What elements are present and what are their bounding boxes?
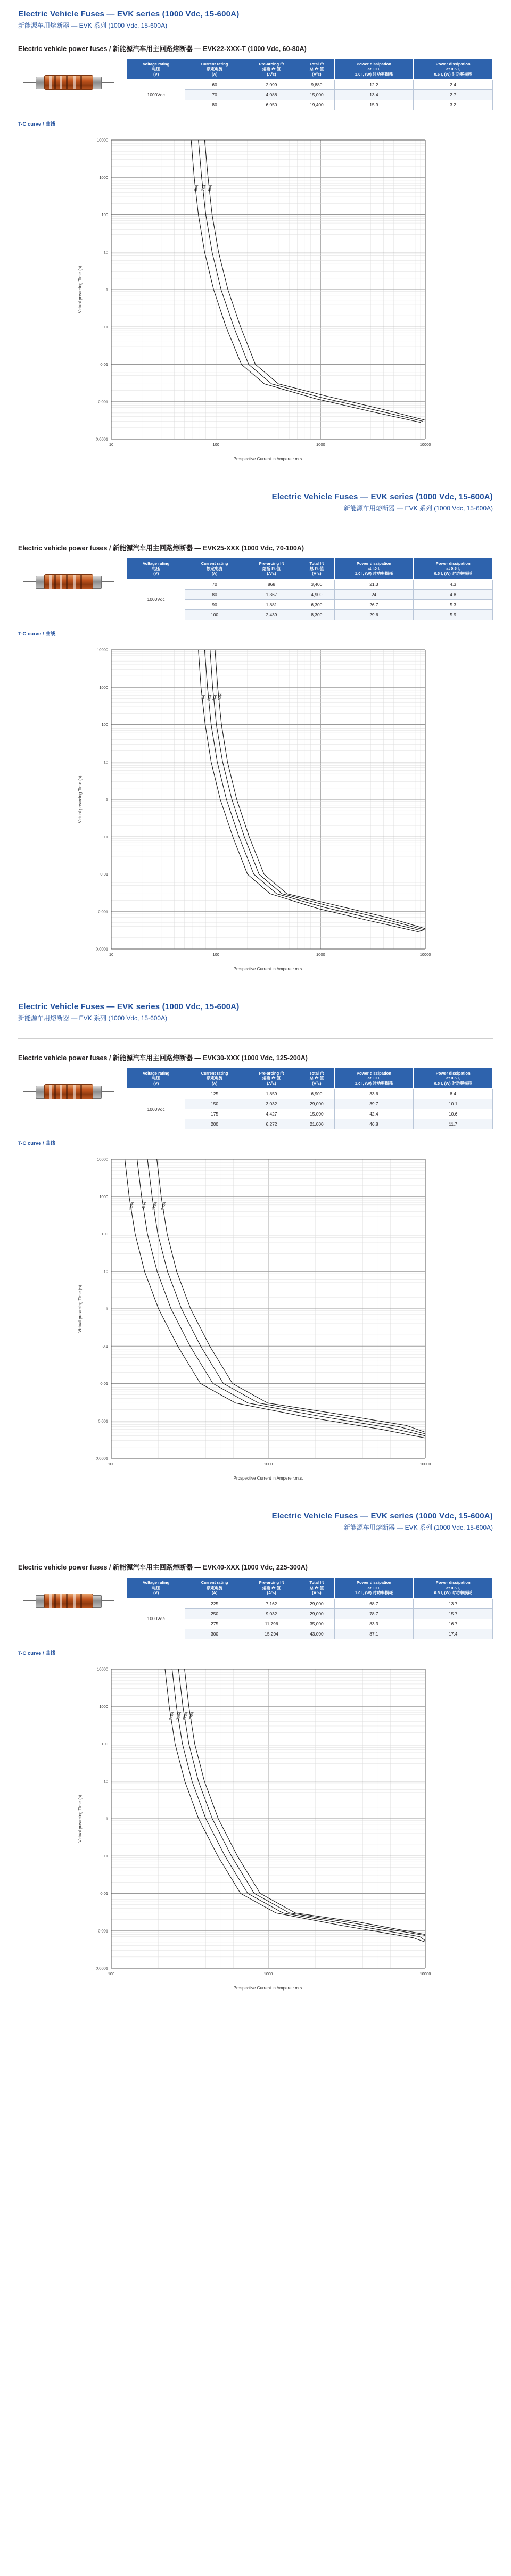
svg-text:100: 100 <box>108 1462 115 1467</box>
cell-value: 70 <box>185 90 244 100</box>
cell-value: 39.7 <box>334 1099 414 1109</box>
svg-text:200A: 200A <box>161 1201 167 1211</box>
section-evk30 <box>0 1053 511 1488</box>
curve-70A <box>199 650 421 932</box>
curve-175A <box>147 1159 425 1434</box>
svg-text:1000: 1000 <box>99 1704 108 1709</box>
svg-text:225A: 225A <box>169 1711 175 1721</box>
svg-text:Prospective Current in Ampere: Prospective Current in Ampere r.m.s. <box>233 1476 303 1481</box>
svg-text:1000: 1000 <box>99 684 108 690</box>
tc-curve-chart <box>72 1147 439 1488</box>
cell-value: 6,272 <box>244 1119 299 1129</box>
cell-value: 2.7 <box>414 90 493 100</box>
cell-value: 5.3 <box>414 599 493 609</box>
cell-value: 42.4 <box>334 1109 414 1119</box>
brand-subtitle: 新能源车用熔断器 — EVK 系列 (1000 Vdc, 15-600A) <box>18 22 168 29</box>
fuse-icon <box>23 1083 114 1101</box>
product-row <box>18 59 493 110</box>
spec-table-evk25 <box>127 558 493 620</box>
cell-value: 175 <box>185 1109 244 1119</box>
cell-value: 60 <box>185 80 244 90</box>
cell-value: 43,000 <box>299 1629 334 1639</box>
fuse-icon <box>23 573 114 591</box>
cell-value: 35,000 <box>299 1619 334 1629</box>
spec-table-evk30 <box>127 1068 493 1129</box>
cell-value: 15,000 <box>299 90 334 100</box>
svg-text:1000: 1000 <box>99 1194 108 1200</box>
svg-text:0.01: 0.01 <box>100 1890 108 1896</box>
cell-value: 21,000 <box>299 1119 334 1129</box>
svg-text:250A: 250A <box>176 1711 183 1721</box>
table-header-row <box>127 1578 493 1598</box>
cell-value: 13.7 <box>414 1598 493 1608</box>
cell-value: 200 <box>185 1119 244 1129</box>
cell-value: 24 <box>334 589 414 599</box>
tc-curve-chart <box>72 128 439 469</box>
cell-value: 150 <box>185 1099 244 1109</box>
tc-curve-label: T-C curve / 曲线 <box>18 121 56 128</box>
svg-text:100: 100 <box>101 722 108 728</box>
svg-text:100: 100 <box>108 1971 115 1976</box>
tc-chart-evk40 <box>72 1657 439 1998</box>
cell-value: 9,032 <box>244 1608 299 1619</box>
col-total-i2t: Total I²t 总 I²t 值 (A²s) <box>299 59 334 80</box>
section-evk22 <box>0 44 511 469</box>
col-prearcing-i2t: Pre-arcing I²t 熔断 I²t 值 (A²s) <box>244 59 299 80</box>
svg-text:100: 100 <box>101 1741 108 1746</box>
section-title: Electric vehicle power fuses / 新能源汽车用主回路熔断器 — EVK22-XXX-T (1000 Vdc, 60-80A) <box>18 45 307 53</box>
svg-text:300A: 300A <box>188 1711 195 1721</box>
svg-text:1: 1 <box>105 287 108 293</box>
cell-value: 300 <box>185 1629 244 1639</box>
cell-voltage-rating: 1000Vdc <box>127 579 185 620</box>
spec-table-evk22 <box>127 59 493 110</box>
svg-text:10000: 10000 <box>419 1462 431 1467</box>
cell-value: 8.4 <box>414 1089 493 1099</box>
cell-value: 3.2 <box>414 100 493 110</box>
svg-text:Virtual prearcing Time (s): Virtual prearcing Time (s) <box>78 1795 83 1843</box>
curve-300A <box>182 1669 425 1935</box>
cell-value: 15,204 <box>244 1629 299 1639</box>
tc-chart-evk22 <box>72 128 439 469</box>
col-power-05i: Power dissipation at 0.5 I, 0.5 I, (W) 时功率损耗 <box>414 59 493 80</box>
col-power-1i: Power dissipation at I.0 I, 1.0 I, (W) 时功率损耗 <box>334 59 414 80</box>
col-voltage-rating: Voltage rating 电压 (V) <box>127 1578 185 1598</box>
svg-text:125A: 125A <box>128 1201 135 1211</box>
svg-text:0.001: 0.001 <box>98 399 108 404</box>
cell-value: 21.3 <box>334 579 414 589</box>
table-header-row <box>127 558 493 579</box>
cell-value: 250 <box>185 1608 244 1619</box>
col-voltage-rating: Voltage rating 电压 (V) <box>127 1068 185 1088</box>
cell-voltage-rating: 1000Vdc <box>127 1598 185 1639</box>
cell-value: 10.6 <box>414 1109 493 1119</box>
curve-275A <box>178 1669 425 1936</box>
cell-value: 4,088 <box>244 90 299 100</box>
cell-value: 83.3 <box>334 1619 414 1629</box>
svg-text:0.001: 0.001 <box>98 1418 108 1424</box>
cell-value: 225 <box>185 1598 244 1608</box>
svg-text:80A: 80A <box>207 694 213 701</box>
curve-125A <box>125 1159 426 1438</box>
cell-value: 29.6 <box>334 609 414 620</box>
svg-text:0.0001: 0.0001 <box>96 437 108 442</box>
cell-value: 9,880 <box>299 80 334 90</box>
brand-title: Electric Vehicle Fuses — EVK series (1000 Vdc, 15-600A) <box>18 1002 240 1011</box>
table-row <box>127 579 493 589</box>
table-row <box>127 80 493 90</box>
fuse-image <box>18 558 119 591</box>
col-current-rating: Current rating 额定电流 (A) <box>185 1578 244 1598</box>
col-power-1i: Power dissipation at I.0 I, 1.0 I, (W) 时功率损耗 <box>334 1068 414 1088</box>
brand-subtitle: 新能源车用熔断器 — EVK 系列 (1000 Vdc, 15-600A) <box>343 505 493 513</box>
brand-subtitle: 新能源车用熔断器 — EVK 系列 (1000 Vdc, 15-600A) <box>343 1524 493 1532</box>
cell-value: 33.6 <box>334 1089 414 1099</box>
cell-value: 12.2 <box>334 80 414 90</box>
cell-value: 29,000 <box>299 1598 334 1608</box>
document-header-2 <box>0 483 511 513</box>
table-row <box>127 1089 493 1099</box>
svg-text:60A: 60A <box>194 184 200 192</box>
svg-text:10000: 10000 <box>97 647 108 653</box>
table-body <box>127 579 493 620</box>
svg-text:10: 10 <box>103 1269 108 1274</box>
table-header-row <box>127 59 493 80</box>
brand-subtitle: 新能源车用熔断器 — EVK 系列 (1000 Vdc, 15-600A) <box>18 1014 168 1022</box>
svg-text:100A: 100A <box>217 692 224 701</box>
svg-text:0.0001: 0.0001 <box>96 1966 108 1971</box>
svg-text:10000: 10000 <box>419 1971 431 1976</box>
svg-text:175A: 175A <box>151 1201 158 1211</box>
cell-value: 1,367 <box>244 589 299 599</box>
table-body <box>127 1598 493 1639</box>
tc-curve-label: T-C curve / 曲线 <box>18 1650 56 1656</box>
cell-value: 2,439 <box>244 609 299 620</box>
svg-text:10000: 10000 <box>419 952 431 957</box>
svg-text:1000: 1000 <box>263 1462 273 1467</box>
col-prearcing-i2t: Pre-arcing I²t 熔断 I²t 值 (A²s) <box>244 558 299 579</box>
svg-text:1: 1 <box>105 797 108 802</box>
col-current-rating: Current rating 额定电流 (A) <box>185 558 244 579</box>
svg-text:90A: 90A <box>212 694 218 701</box>
fuse-image <box>18 59 119 92</box>
cell-value: 80 <box>185 589 244 599</box>
svg-text:10: 10 <box>103 759 108 765</box>
cell-value: 17.4 <box>414 1629 493 1639</box>
svg-text:0.1: 0.1 <box>102 1853 108 1859</box>
svg-text:70A: 70A <box>200 694 207 701</box>
svg-text:Virtual prearcing Time (s): Virtual prearcing Time (s) <box>78 775 83 823</box>
svg-text:0.0001: 0.0001 <box>96 946 108 952</box>
svg-text:100: 100 <box>101 1232 108 1237</box>
cell-value: 29,000 <box>299 1099 334 1109</box>
cell-value: 13.4 <box>334 90 414 100</box>
cell-value: 10.1 <box>414 1099 493 1109</box>
curve-250A <box>172 1669 425 1941</box>
svg-text:10000: 10000 <box>97 138 108 143</box>
tc-chart-evk30 <box>72 1147 439 1488</box>
spec-table-evk40 <box>127 1577 493 1639</box>
svg-text:10: 10 <box>109 442 114 448</box>
col-power-1i: Power dissipation at I.0 I, 1.0 I, (W) 时功率损耗 <box>334 558 414 579</box>
section-title: Electric vehicle power fuses / 新能源汽车用主回路熔断器 — EVK30-XXX (1000 Vdc, 125-200A) <box>18 1054 308 1062</box>
tc-curve-label: T-C curve / 曲线 <box>18 631 56 637</box>
col-voltage-rating: Voltage rating 电压 (V) <box>127 558 185 579</box>
cell-value: 5.9 <box>414 609 493 620</box>
col-prearcing-i2t: Pre-arcing I²t 熔断 I²t 值 (A²s) <box>244 1578 299 1598</box>
cell-value: 6,300 <box>299 599 334 609</box>
document-header-3 <box>0 993 511 1022</box>
cell-value: 29,000 <box>299 1608 334 1619</box>
cell-voltage-rating: 1000Vdc <box>127 1089 185 1129</box>
svg-text:100: 100 <box>212 442 219 448</box>
cell-value: 3,032 <box>244 1099 299 1109</box>
svg-text:1000: 1000 <box>99 175 108 180</box>
cell-value: 2.4 <box>414 80 493 90</box>
col-current-rating: Current rating 额定电流 (A) <box>185 59 244 80</box>
svg-text:1: 1 <box>105 1816 108 1821</box>
svg-text:10000: 10000 <box>97 1666 108 1672</box>
cell-value: 100 <box>185 609 244 620</box>
product-row <box>18 1068 493 1129</box>
cell-value: 8,300 <box>299 609 334 620</box>
svg-text:0.001: 0.001 <box>98 1928 108 1934</box>
cell-value: 6,050 <box>244 100 299 110</box>
svg-text:0.1: 0.1 <box>102 834 108 839</box>
cell-value: 78.7 <box>334 1608 414 1619</box>
svg-text:Virtual prearcing Time (s): Virtual prearcing Time (s) <box>78 266 83 314</box>
svg-text:0.1: 0.1 <box>102 1344 108 1349</box>
tc-curve-label: T-C curve / 曲线 <box>18 1141 56 1147</box>
cell-value: 7,162 <box>244 1598 299 1608</box>
svg-text:275A: 275A <box>182 1711 189 1721</box>
section-evk40 <box>0 1562 511 1997</box>
cell-value: 87.1 <box>334 1629 414 1639</box>
cell-value: 15.7 <box>414 1608 493 1619</box>
svg-text:1: 1 <box>105 1306 108 1311</box>
cell-value: 90 <box>185 599 244 609</box>
cell-value: 15.9 <box>334 100 414 110</box>
svg-text:1000: 1000 <box>316 442 325 448</box>
cell-value: 15,000 <box>299 1109 334 1119</box>
col-voltage-rating: Voltage rating 电压 (V) <box>127 59 185 80</box>
divider <box>18 1038 493 1039</box>
svg-text:10: 10 <box>103 1779 108 1784</box>
cell-value: 19,400 <box>299 100 334 110</box>
cell-value: 4.8 <box>414 589 493 599</box>
brand-title: Electric Vehicle Fuses — EVK series (1000 Vdc, 15-600A) <box>18 10 240 19</box>
cell-value: 6,900 <box>299 1089 334 1099</box>
svg-text:1000: 1000 <box>316 952 325 957</box>
svg-text:Prospective Current in Ampere: Prospective Current in Ampere r.m.s. <box>233 457 303 462</box>
brand-title: Electric Vehicle Fuses — EVK series (1000 Vdc, 15-600A) <box>271 1512 493 1521</box>
svg-text:Prospective Current in Ampere: Prospective Current in Ampere r.m.s. <box>233 1985 303 1991</box>
curve-90A <box>210 650 425 930</box>
table-row <box>127 1598 493 1608</box>
section-title: Electric vehicle power fuses / 新能源汽车用主回路熔断器 — EVK40-XXX (1000 Vdc, 225-300A) <box>18 1564 308 1572</box>
tc-curve-chart <box>72 638 439 979</box>
table-header-row <box>127 1068 493 1088</box>
fuse-icon <box>23 73 114 92</box>
cell-value: 4,427 <box>244 1109 299 1119</box>
svg-text:0.01: 0.01 <box>100 1381 108 1386</box>
cell-value: 70 <box>185 579 244 589</box>
section-title: Electric vehicle power fuses / 新能源汽车用主回路熔断器 — EVK25-XXX (1000 Vdc, 70-100A) <box>18 544 304 552</box>
col-power-05i: Power dissipation at 0.5 I, 0.5 I, (W) 时功率损耗 <box>414 1068 493 1088</box>
cell-value: 275 <box>185 1619 244 1629</box>
svg-text:10000: 10000 <box>97 1157 108 1162</box>
cell-value: 125 <box>185 1089 244 1099</box>
cell-value: 11.7 <box>414 1119 493 1129</box>
cell-value: 1,859 <box>244 1089 299 1099</box>
svg-text:70A: 70A <box>201 184 207 192</box>
svg-text:10000: 10000 <box>419 442 431 448</box>
cell-value: 868 <box>244 579 299 589</box>
svg-text:150A: 150A <box>141 1201 147 1211</box>
cell-value: 11,796 <box>244 1619 299 1629</box>
cell-value: 4.3 <box>414 579 493 589</box>
document-header-4 <box>0 1502 511 1532</box>
product-row <box>18 1577 493 1639</box>
svg-text:10: 10 <box>103 250 108 255</box>
product-row <box>18 558 493 620</box>
cell-value: 1,881 <box>244 599 299 609</box>
col-current-rating: Current rating 额定电流 (A) <box>185 1068 244 1088</box>
cell-value: 16.7 <box>414 1619 493 1629</box>
cell-value: 26.7 <box>334 599 414 609</box>
fuse-image <box>18 1068 119 1101</box>
section-evk25 <box>0 543 511 978</box>
svg-text:0.001: 0.001 <box>98 909 108 914</box>
cell-voltage-rating: 1000Vdc <box>127 80 185 110</box>
cell-value: 2,099 <box>244 80 299 90</box>
cell-value: 68.7 <box>334 1598 414 1608</box>
svg-text:0.01: 0.01 <box>100 872 108 877</box>
svg-text:80A: 80A <box>208 184 213 192</box>
cell-value: 4,900 <box>299 589 334 599</box>
brand-title: Electric Vehicle Fuses — EVK series (1000 Vdc, 15-600A) <box>271 492 493 502</box>
col-total-i2t: Total I²t 总 I²t 值 (A²s) <box>299 558 334 579</box>
fuse-image <box>18 1577 119 1610</box>
col-power-1i: Power dissipation at I.0 I, 1.0 I, (W) 时功率损耗 <box>334 1578 414 1598</box>
document-header-1 <box>0 0 511 30</box>
svg-text:0.0001: 0.0001 <box>96 1456 108 1461</box>
col-prearcing-i2t: Pre-arcing I²t 熔断 I²t 值 (A²s) <box>244 1068 299 1088</box>
svg-text:1000: 1000 <box>263 1971 273 1976</box>
table-body <box>127 1089 493 1129</box>
col-power-05i: Power dissipation at 0.5 I, 0.5 I, (W) 时功率损耗 <box>414 1578 493 1598</box>
curve-80A <box>204 140 425 420</box>
col-total-i2t: Total I²t 总 I²t 值 (A²s) <box>299 1578 334 1598</box>
col-total-i2t: Total I²t 总 I²t 值 (A²s) <box>299 1068 334 1088</box>
tc-curve-chart <box>72 1657 439 1998</box>
table-body <box>127 80 493 110</box>
svg-text:0.1: 0.1 <box>102 325 108 330</box>
col-power-05i: Power dissipation at 0.5 I, 0.5 I, (W) 时功率损耗 <box>414 558 493 579</box>
fuse-icon <box>23 1592 114 1610</box>
svg-text:100: 100 <box>101 212 108 218</box>
cell-value: 46.8 <box>334 1119 414 1129</box>
svg-text:Virtual prearcing Time (s): Virtual prearcing Time (s) <box>78 1285 83 1333</box>
cell-value: 3,400 <box>299 579 334 589</box>
svg-text:100: 100 <box>212 952 219 957</box>
svg-text:0.01: 0.01 <box>100 362 108 367</box>
tc-chart-evk25 <box>72 638 439 979</box>
cell-value: 80 <box>185 100 244 110</box>
svg-text:Prospective Current in Ampere: Prospective Current in Ampere r.m.s. <box>233 966 303 971</box>
svg-text:10: 10 <box>109 952 114 957</box>
